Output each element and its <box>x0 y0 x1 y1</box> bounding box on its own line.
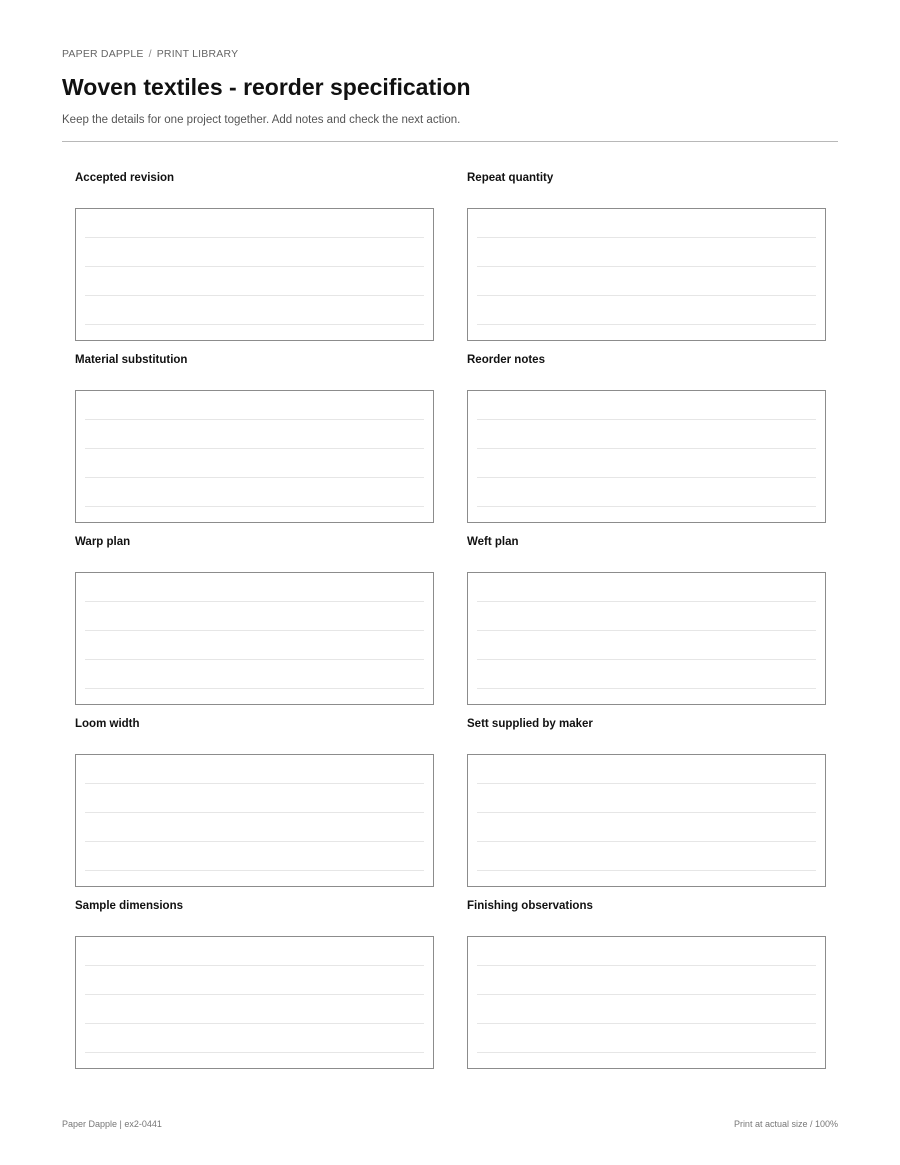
writing-line <box>85 659 424 660</box>
field-repeat-quantity <box>467 172 826 354</box>
writing-line <box>477 870 816 871</box>
writing-line <box>477 506 816 507</box>
writing-line <box>477 295 816 296</box>
breadcrumb-section: PRINT LIBRARY <box>156 48 239 60</box>
writing-box[interactable] <box>75 390 434 523</box>
writing-line <box>85 965 424 966</box>
field-reorder-notes <box>467 354 826 536</box>
writing-line <box>477 601 816 602</box>
writing-line <box>85 630 424 631</box>
field-warp-plan <box>75 536 434 718</box>
writing-box[interactable] <box>467 936 826 1069</box>
field-label: Loom width <box>75 718 140 730</box>
writing-line <box>477 419 816 420</box>
page-title: Woven textiles - reorder specification <box>62 74 471 100</box>
field-weft-plan <box>467 536 826 718</box>
field-accepted-revision <box>75 172 434 354</box>
field-label: Warp plan <box>75 536 131 548</box>
writing-box[interactable] <box>467 572 826 705</box>
writing-line <box>85 477 424 478</box>
writing-line <box>85 324 424 325</box>
field-label: Repeat quantity <box>467 172 554 184</box>
writing-line <box>477 1052 816 1053</box>
writing-box[interactable] <box>75 754 434 887</box>
page-subtitle: Keep the details for one project together. Add notes and check the next action. <box>62 114 461 126</box>
field-loom-width <box>75 718 434 900</box>
field-label: Finishing observations <box>467 900 593 912</box>
writing-line <box>85 506 424 507</box>
writing-line <box>477 266 816 267</box>
field-sample-dimensions <box>75 900 434 1082</box>
writing-line <box>477 630 816 631</box>
writing-line <box>477 965 816 966</box>
breadcrumb-separator: / <box>148 48 152 60</box>
writing-line <box>85 601 424 602</box>
writing-box[interactable] <box>467 390 826 523</box>
writing-box[interactable] <box>467 754 826 887</box>
writing-line <box>477 659 816 660</box>
writing-line <box>85 688 424 689</box>
fields-grid <box>75 172 826 1082</box>
field-finishing-observations <box>467 900 826 1082</box>
footer-document-id: Paper Dapple | ex2-0441 <box>62 1119 162 1129</box>
writing-line <box>85 237 424 238</box>
writing-line <box>85 812 424 813</box>
writing-line <box>85 448 424 449</box>
writing-line <box>85 419 424 420</box>
field-label: Weft plan <box>467 536 519 548</box>
field-label: Sample dimensions <box>75 900 184 912</box>
field-label: Accepted revision <box>75 172 175 184</box>
writing-line <box>85 841 424 842</box>
writing-line <box>85 1052 424 1053</box>
writing-line <box>477 477 816 478</box>
writing-line <box>477 994 816 995</box>
writing-box[interactable] <box>75 572 434 705</box>
writing-line <box>477 688 816 689</box>
field-sett-supplied-by-maker <box>467 718 826 900</box>
field-label: Reorder notes <box>467 354 545 366</box>
writing-line <box>477 448 816 449</box>
field-label: Material substitution <box>75 354 188 366</box>
field-material-substitution <box>75 354 434 536</box>
writing-line <box>85 266 424 267</box>
writing-box[interactable] <box>75 936 434 1069</box>
writing-box[interactable] <box>467 208 826 341</box>
breadcrumb <box>62 48 238 60</box>
writing-line <box>477 1023 816 1024</box>
writing-line <box>477 324 816 325</box>
writing-line <box>477 812 816 813</box>
writing-line <box>85 1023 424 1024</box>
writing-line <box>477 783 816 784</box>
writing-line <box>477 841 816 842</box>
writing-line <box>477 237 816 238</box>
field-label: Sett supplied by maker <box>467 718 593 730</box>
writing-line <box>85 994 424 995</box>
header-divider <box>62 141 838 142</box>
writing-line <box>85 870 424 871</box>
footer-print-note: Print at actual size / 100% <box>733 1119 838 1129</box>
breadcrumb-brand: PAPER DAPPLE <box>62 48 144 60</box>
writing-box[interactable] <box>75 208 434 341</box>
writing-line <box>85 783 424 784</box>
writing-line <box>85 295 424 296</box>
